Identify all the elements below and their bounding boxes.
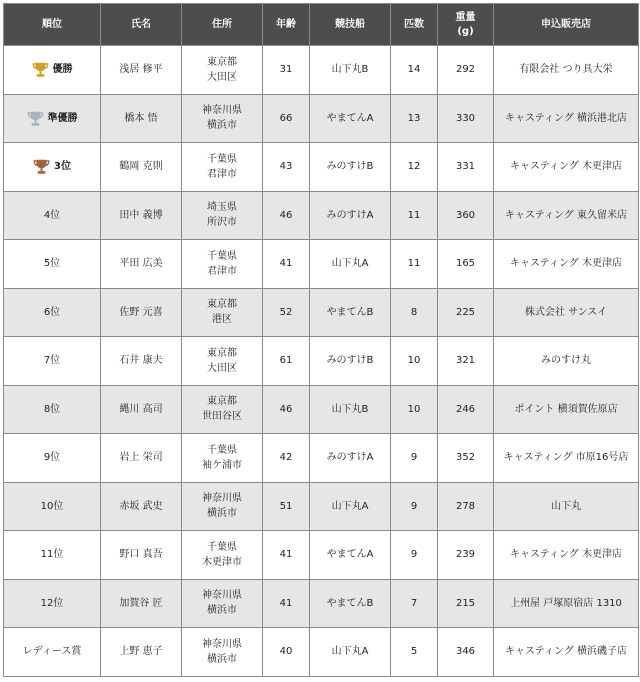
shop-cell: キャスティング 東久留米店 [494,191,639,240]
boat-cell: やまてんA [310,94,391,143]
name-cell: 岩上 栄司 [101,434,182,483]
boat-cell: 山下丸A [310,240,391,289]
count-cell: 9 [391,482,438,531]
rank-cell [4,288,101,337]
shop-cell: 有限会社 つり具大栄 [494,46,639,95]
name-cell: 鶴岡 克則 [101,143,182,192]
table-row [4,143,639,192]
age-cell: 41 [263,579,310,628]
count-cell: 10 [391,337,438,386]
header-weight: 重量 (g) [438,4,494,46]
header-name: 氏名 [101,4,182,46]
address-cell [182,288,263,337]
name-cell: 平田 広美 [101,240,182,289]
rank-label: 4位 [43,209,61,221]
shop-cell: 上州屋 戸塚原宿店 1310 [494,579,639,628]
address-prefecture: 神奈川県 [202,638,242,650]
count-cell: 11 [391,240,438,289]
address-city: 世田谷区 [202,411,242,423]
address-prefecture: 東京都 [207,347,237,359]
rank-label: 5位 [43,258,61,269]
header-count: 匹数 [391,4,438,46]
boat-cell: やまてんB [310,579,391,628]
address-cell [182,143,263,192]
count-cell: 11 [391,191,438,240]
count-cell: 9 [391,531,438,580]
address-city: 袖ケ浦市 [202,459,242,471]
gold-trophy-icon [32,61,49,78]
header-rank: 順位 [4,4,101,46]
rank-label: 11位 [40,549,64,560]
age-cell: 51 [263,482,310,531]
table-row [4,46,639,95]
count-cell: 13 [391,94,438,143]
age-cell: 61 [263,337,310,386]
weight-cell: 225 [438,288,494,337]
name-cell: 橋本 悟 [101,94,182,143]
boat-cell: 山下丸B [310,46,391,95]
address-city: 大田区 [207,362,237,374]
age-cell: 31 [263,46,310,95]
address-prefecture: 東京都 [207,56,237,68]
address-prefecture: 神奈川県 [202,105,242,117]
name-cell: 赤坂 武史 [101,482,182,531]
rank-cell [4,337,101,386]
shop-cell: 株式会社 サンスイ [494,288,639,337]
table-row [4,240,639,289]
rank-cell [4,434,101,483]
shop-cell: キャスティング 木更津店 [494,531,639,580]
age-cell: 40 [263,628,310,677]
name-cell: 田中 義博 [101,191,182,240]
header-row [4,4,639,46]
shop-cell: ポイント 横須賀佐原店 [494,385,639,434]
address-city: 横浜市 [207,508,237,520]
table-row [4,531,639,580]
rank-label: 6位 [43,306,61,318]
table-row [4,337,639,386]
results-table [3,3,639,677]
table-row [4,579,639,628]
age-cell: 52 [263,288,310,337]
address-cell [182,191,263,240]
rank-cell [4,46,101,95]
weight-cell: 278 [438,482,494,531]
shop-cell: キャスティング 市原16号店 [494,434,639,483]
address-city: 横浜市 [207,653,237,665]
boat-cell: みのすけB [310,143,391,192]
name-cell: 浅居 修平 [101,46,182,95]
name-cell: 上野 恵子 [101,628,182,677]
weight-cell: 246 [438,385,494,434]
address-prefecture: 埼玉県 [207,202,237,214]
rank-cell [4,628,101,677]
name-cell: 石井 康夫 [101,337,182,386]
rank-label: 12位 [40,597,64,609]
table-row [4,434,639,483]
address-city: 港区 [212,314,232,326]
count-cell: 5 [391,628,438,677]
boat-cell: 山下丸A [310,628,391,677]
count-cell: 9 [391,434,438,483]
shop-cell: キャスティング 木更津店 [494,143,639,192]
address-cell [182,337,263,386]
address-cell [182,482,263,531]
shop-cell: 山下丸 [494,482,639,531]
address-prefecture: 東京都 [207,299,237,311]
rank-cell [4,94,101,143]
boat-cell: みのすけA [310,191,391,240]
weight-cell: 239 [438,531,494,580]
age-cell: 46 [263,385,310,434]
age-cell: 43 [263,143,310,192]
weight-cell: 331 [438,143,494,192]
address-cell [182,579,263,628]
rank-cell [4,579,101,628]
address-prefecture: 千葉県 [207,153,237,165]
table-row [4,385,639,434]
boat-cell: やまてんB [310,288,391,337]
count-cell: 7 [391,579,438,628]
count-cell: 10 [391,385,438,434]
address-prefecture: 千葉県 [207,444,237,456]
rank-cell [4,385,101,434]
table-row [4,482,639,531]
address-prefecture: 千葉県 [207,541,237,553]
address-city: 君津市 [207,265,237,277]
address-cell [182,94,263,143]
rank-cell [4,143,101,192]
age-cell: 66 [263,94,310,143]
rank-cell [4,482,101,531]
weight-cell: 330 [438,94,494,143]
shop-cell: キャスティング 木更津店 [494,240,639,289]
results-table-container [3,3,639,677]
weight-cell: 360 [438,191,494,240]
name-cell: 佐野 元喜 [101,288,182,337]
rank-cell [4,531,101,580]
boat-cell: 山下丸A [310,482,391,531]
header-age: 年齢 [263,4,310,46]
rank-label: レディース賞 [22,646,82,657]
silver-trophy-icon [27,110,44,127]
boat-cell: 山下丸B [310,385,391,434]
name-cell: 野口 真吾 [101,531,182,580]
table-row [4,191,639,240]
address-cell [182,434,263,483]
address-city: 所沢市 [207,217,237,229]
weight-cell: 292 [438,46,494,95]
weight-cell: 321 [438,337,494,386]
header-boat: 競技船 [310,4,391,46]
rank-label: 10位 [40,500,64,512]
bronze-trophy-icon [33,158,50,175]
address-prefecture: 神奈川県 [202,493,242,505]
age-cell: 41 [263,240,310,289]
table-row [4,628,639,677]
rank-label: 準優勝 [47,112,78,124]
age-cell: 46 [263,191,310,240]
rank-label: 7位 [43,355,61,366]
address-cell [182,531,263,580]
rank-label: 9位 [43,452,61,463]
address-cell [182,628,263,677]
address-city: 横浜市 [207,120,237,132]
weight-cell: 346 [438,628,494,677]
count-cell: 14 [391,46,438,95]
rank-label: 3位 [54,161,71,173]
header-shop: 申込販売店 [494,4,639,46]
shop-cell: みのすけ丸 [494,337,639,386]
rank-cell [4,240,101,289]
weight-cell: 215 [438,579,494,628]
name-cell: 加賀谷 匠 [101,579,182,628]
shop-cell: キャスティング 横浜港北店 [494,94,639,143]
boat-cell: みのすけB [310,337,391,386]
rank-cell [4,191,101,240]
rank-label: 優勝 [52,64,73,76]
count-cell: 8 [391,288,438,337]
count-cell: 12 [391,143,438,192]
age-cell: 41 [263,531,310,580]
boat-cell: やまてんA [310,531,391,580]
address-city: 大田区 [207,71,237,83]
address-cell [182,240,263,289]
address-city: 横浜市 [207,605,237,617]
header-address: 住所 [182,4,263,46]
address-prefecture: 神奈川県 [202,590,242,602]
address-cell [182,385,263,434]
address-prefecture: 千葉県 [207,250,237,262]
weight-cell: 352 [438,434,494,483]
shop-cell: キャスティング 横浜磯子店 [494,628,639,677]
address-cell [182,46,263,95]
address-city: 木更津市 [202,556,242,568]
address-city: 君津市 [207,168,237,180]
rank-label: 8位 [43,403,61,415]
table-row [4,94,639,143]
weight-cell: 165 [438,240,494,289]
boat-cell: みのすけA [310,434,391,483]
table-row [4,288,639,337]
age-cell: 42 [263,434,310,483]
address-prefecture: 東京都 [207,396,237,408]
name-cell: 縄川 高司 [101,385,182,434]
